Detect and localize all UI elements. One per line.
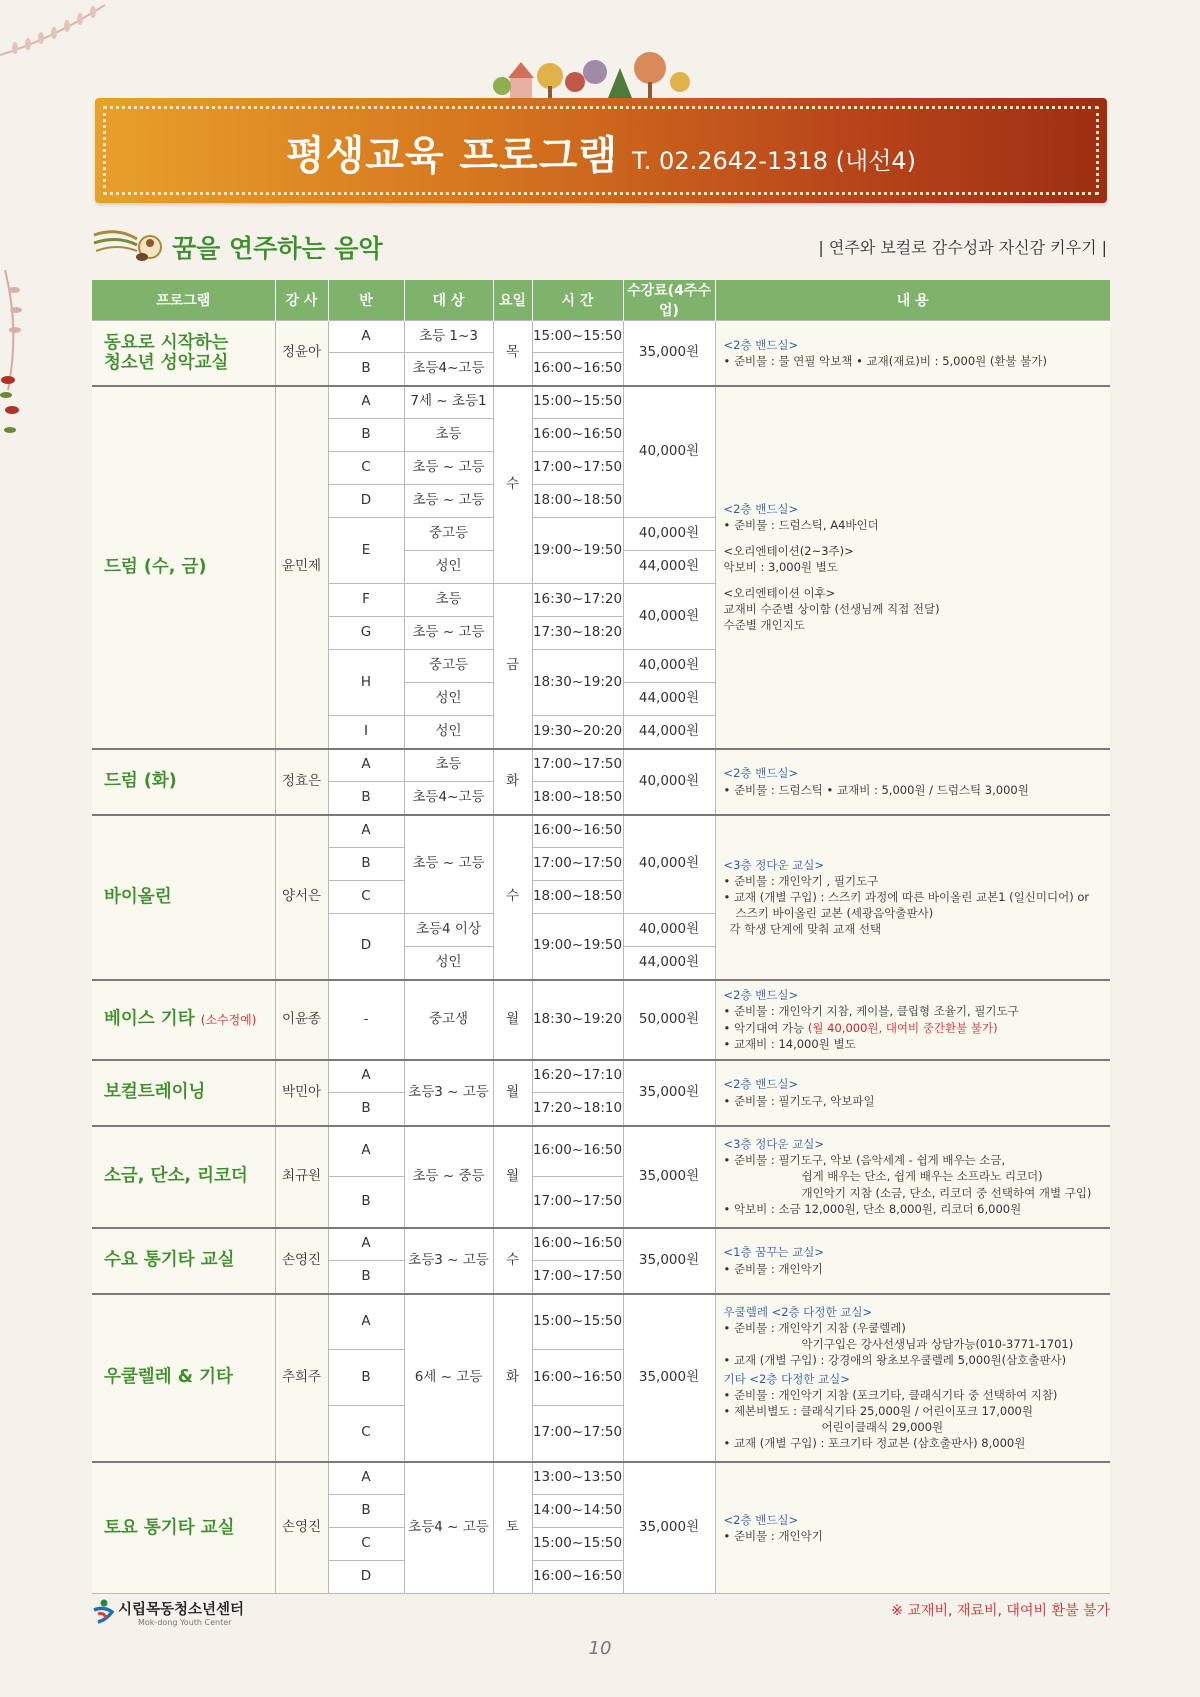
trees-illustration: [490, 48, 710, 104]
refund-note: ※ 교재비, 재료비, 대여비 환불 불가: [891, 1603, 1110, 1619]
fee-cell: 35,000원: [623, 1228, 715, 1294]
content-line: 악보비 : 3,000원 별도: [723, 559, 838, 574]
day-cell: 월: [493, 980, 532, 1060]
class-cell: B: [328, 353, 404, 386]
target-cell: 초등 ~ 고등: [404, 452, 493, 485]
table-row: [92, 1294, 1110, 1350]
fee-cell: 40,000원: [623, 650, 715, 683]
content-cell: [715, 1462, 1110, 1594]
fee-cell: 40,000원: [623, 386, 715, 518]
class-cell: A: [328, 815, 404, 848]
class-cell: E: [328, 518, 404, 584]
room-label: 우쿨렐레 <2층 다정한 교실>: [723, 1304, 873, 1319]
day-cell: 월: [493, 1060, 532, 1126]
program-name-line2: 청소년 성악교실: [104, 352, 229, 373]
class-cell: A: [328, 1126, 404, 1177]
fee-cell: 44,000원: [623, 683, 715, 716]
header-teacher: 강 사: [275, 280, 328, 321]
header-class: 반: [328, 280, 404, 321]
fee-cell: 40,000원: [623, 584, 715, 650]
time-cell: 15:00~15:50: [532, 321, 623, 353]
time-cell: 17:00~17:50: [532, 1177, 623, 1228]
banner-main-title: 평생교육 프로그램: [285, 133, 618, 179]
time-cell: 17:00~17:50: [532, 848, 623, 881]
content-line: <오리엔테이션(2~3주)>: [723, 543, 854, 558]
time-cell: 18:30~19:20: [532, 650, 623, 716]
target-cell: 중고생: [404, 980, 493, 1060]
fee-cell: 40,000원: [623, 749, 715, 815]
time-cell: 18:00~18:50: [532, 881, 623, 914]
room-label: <2층 밴드실>: [723, 1512, 799, 1527]
time-cell: 17:00~17:50: [532, 1261, 623, 1294]
teacher-cell: 손영진: [275, 1462, 328, 1594]
spacer: [724, 533, 1103, 543]
target-cell: 초등: [404, 419, 493, 452]
content-cell: [715, 749, 1110, 815]
class-cell: A: [328, 1462, 404, 1495]
content-cell: [715, 980, 1110, 1060]
page-number: 10: [588, 1638, 612, 1659]
teacher-cell: 이윤종: [275, 980, 328, 1060]
room-label: <2층 밴드실>: [723, 501, 799, 516]
leaf-branch-decoration: [0, 0, 110, 80]
room-label: 기타 <2층 다정한 교실>: [723, 1371, 850, 1386]
time-cell: 13:00~13:50: [532, 1462, 623, 1495]
teacher-cell: 박민아: [275, 1060, 328, 1126]
section-subtitle: | 연주와 보컬로 감수성과 자신감 키우기 |: [818, 238, 1107, 257]
center-logo-icon: [92, 1598, 116, 1624]
time-cell: 19:30~20:20: [532, 716, 623, 749]
teacher-cell: 정효은: [275, 749, 328, 815]
program-name-text: 베이스 기타: [104, 1009, 195, 1030]
room-label: <1층 꿈꾸는 교실>: [723, 1245, 825, 1260]
table-row: [92, 980, 1110, 1060]
class-cell: G: [328, 617, 404, 650]
room-label: <2층 밴드실>: [723, 988, 799, 1003]
program-name: 드럼 (화): [92, 749, 275, 815]
content-line: [724, 1020, 1103, 1036]
time-cell: 15:00~15:50: [532, 1528, 623, 1561]
content-line: 악기구입은 강사선생님과 상담가능(010-3771-1701): [801, 1336, 1074, 1351]
fee-cell: 40,000원: [623, 914, 715, 947]
content-line: • 준비물 : 개인악기 지참, 케이블, 클립형 조율기, 필기도구: [723, 1004, 1019, 1019]
target-cell: 6세 ~ 고등: [404, 1294, 493, 1462]
content-line: 교재비 수준별 상이함 (선생님께 직접 전달): [723, 602, 940, 617]
content-line: • 교재 (개별 구입) : 스즈키 과정에 따른 바이올린 교본1 (일신미디어) or: [723, 889, 1090, 904]
header-content: 내 용: [715, 280, 1110, 321]
content-line: 각 학생 단계에 맞춰 교재 선택: [729, 922, 882, 937]
teacher-cell: 윤민제: [275, 386, 328, 749]
time-cell: 16:00~16:50: [532, 353, 623, 386]
class-cell: B: [328, 848, 404, 881]
target-cell: 초등4 ~ 고등: [404, 1462, 493, 1594]
fee-cell: 40,000원: [623, 518, 715, 551]
table-row: [92, 815, 1110, 848]
class-cell: B: [328, 1093, 404, 1126]
target-cell: 중고등: [404, 518, 493, 551]
content-line: • 준비물 : 드럼스틱, A4바인더: [723, 517, 879, 532]
program-name: 수요 통기타 교실: [92, 1228, 275, 1294]
header-time: 시 간: [532, 280, 623, 321]
time-cell: 16:30~17:20: [532, 584, 623, 617]
day-cell: 화: [493, 1294, 532, 1462]
program-name: 우쿨렐레 & 기타: [92, 1294, 275, 1462]
class-cell: A: [328, 749, 404, 782]
time-cell: 17:30~18:20: [532, 617, 623, 650]
teacher-cell: 최규원: [275, 1126, 328, 1228]
content-line: • 준비물 : 개인악기: [723, 1261, 823, 1276]
time-cell: 17:20~18:10: [532, 1093, 623, 1126]
target-cell: 성인: [404, 551, 493, 584]
content-line: • 준비물 : 개인악기 지참 (우쿨렐레): [723, 1320, 906, 1335]
center-name-en: Mok-dong Youth Center: [138, 1618, 232, 1627]
class-cell: B: [328, 1261, 404, 1294]
content-cell: [715, 321, 1110, 386]
day-cell: 수: [493, 1228, 532, 1294]
teacher-cell: 추희주: [275, 1294, 328, 1462]
header-fee: 수강료(4주수업): [623, 280, 715, 321]
time-cell: 16:00~16:50: [532, 419, 623, 452]
title-banner: [95, 98, 1107, 203]
header-target: 대 상: [404, 280, 493, 321]
day-cell: 수: [493, 815, 532, 980]
table-row: [92, 749, 1110, 782]
target-cell: 초등4~고등: [404, 782, 493, 815]
fee-cell: 35,000원: [623, 1060, 715, 1126]
target-cell: 성인: [404, 683, 493, 716]
target-cell: 초등3 ~ 고등: [404, 1060, 493, 1126]
class-cell: F: [328, 584, 404, 617]
program-name: [92, 321, 275, 386]
fee-cell: 35,000원: [623, 1126, 715, 1228]
day-cell: 수: [493, 386, 532, 584]
target-cell: 초등4 이상: [404, 914, 493, 947]
music-fairy-icon: [92, 225, 167, 265]
target-cell: 성인: [404, 716, 493, 749]
class-cell: B: [328, 1177, 404, 1228]
room-label: <2층 밴드실>: [723, 337, 799, 352]
time-cell: 16:00~16:50: [532, 1228, 623, 1261]
room-label: <3층 정다운 교실>: [723, 857, 825, 872]
target-cell: 성인: [404, 947, 493, 980]
time-cell: 16:00~16:50: [532, 1561, 623, 1594]
class-cell: C: [328, 1406, 404, 1462]
class-cell: A: [328, 386, 404, 419]
content-line: • 악보비 : 소금 12,000원, 단소 8,000원, 리코더 6,000원: [723, 1201, 1022, 1216]
target-cell: 초등 ~ 중등: [404, 1126, 493, 1228]
day-cell: 목: [493, 321, 532, 386]
banner-phone: T. 02.2642-1318 (내선4): [631, 147, 917, 175]
target-cell: 초등3 ~ 고등: [404, 1228, 493, 1294]
time-cell: 18:00~18:50: [532, 782, 623, 815]
time-cell: 17:00~17:50: [532, 1406, 623, 1462]
time-cell: 19:00~19:50: [532, 914, 623, 980]
content-line: <오리엔테이션 이후>: [723, 586, 836, 601]
program-name: [92, 980, 275, 1060]
class-cell: D: [328, 914, 404, 980]
program-name-line1: 동요로 시작하는: [104, 332, 229, 353]
program-name-tag: (소수정예): [200, 1013, 257, 1028]
content-line: 개인악기 지참 (소금, 단소, 리코더 중 선택하여 개별 구입): [801, 1185, 1092, 1200]
section-header: [92, 225, 1107, 265]
side-leaf-decoration: [0, 270, 40, 450]
content-cell: [715, 1126, 1110, 1228]
content-text: • 악기대여 가능: [723, 1020, 808, 1035]
teacher-cell: 정윤아: [275, 321, 328, 386]
table-row: [92, 1060, 1110, 1093]
content-line: 수준별 개인지도: [723, 618, 805, 633]
time-cell: 16:20~17:10: [532, 1060, 623, 1093]
header-program: 프로그램: [92, 280, 275, 321]
program-name: 보컬트레이닝: [92, 1060, 275, 1126]
content-line: • 교재비 : 14,000원 별도: [723, 1036, 856, 1051]
day-cell: 월: [493, 1126, 532, 1228]
content-line: 쉽게 배우는 단소, 쉽게 배우는 소프라노 리코더): [801, 1169, 1043, 1184]
day-cell: 토: [493, 1462, 532, 1594]
target-cell: 초등 ~ 고등: [404, 815, 493, 914]
class-cell: D: [328, 1561, 404, 1594]
content-cell: [715, 386, 1110, 749]
content-line: • 준비물 : 필기도구, 악보파일: [723, 1093, 875, 1108]
day-cell: 화: [493, 749, 532, 815]
fee-cell: 35,000원: [623, 1462, 715, 1594]
target-cell: 초등: [404, 749, 493, 782]
day-cell: 금: [493, 584, 532, 749]
time-cell: 14:00~14:50: [532, 1495, 623, 1528]
fee-cell: 44,000원: [623, 716, 715, 749]
program-table: [92, 280, 1110, 1594]
fee-cell: 40,000원: [623, 815, 715, 914]
teacher-cell: 양서은: [275, 815, 328, 980]
table-row: [92, 1228, 1110, 1261]
room-label: <2층 밴드실>: [723, 766, 799, 781]
content-cell: [715, 1060, 1110, 1126]
class-cell: C: [328, 1528, 404, 1561]
program-name: 드럼 (수, 금): [92, 386, 275, 749]
content-line: • 준비물 : 드럼스틱 • 교재비 : 5,000원 / 드럼스틱 3,000원: [723, 782, 1029, 797]
center-name: 시립목동청소년센터: [118, 1602, 245, 1618]
fee-cell: 44,000원: [623, 947, 715, 980]
time-cell: 17:00~17:50: [532, 452, 623, 485]
content-line: • 준비물 : 물 연필 악보책 • 교재(재료)비 : 5,000원 (환불 불가): [723, 353, 1047, 368]
fee-cell: 35,000원: [623, 1294, 715, 1462]
content-cell: [715, 1228, 1110, 1294]
time-cell: 16:00~16:50: [532, 1126, 623, 1177]
program-name: 토요 통기타 교실: [92, 1462, 275, 1594]
table-row: [92, 1462, 1110, 1495]
class-cell: B: [328, 419, 404, 452]
content-line: • 준비물 : 개인악기: [723, 1528, 823, 1543]
content-line: • 교재 (개별 구입) : 강경애의 왕초보우쿨렐레 5,000원(삼호출판사): [723, 1352, 1067, 1367]
fee-cell: 44,000원: [623, 551, 715, 584]
time-cell: 19:00~19:50: [532, 518, 623, 584]
target-cell: 초등: [404, 584, 493, 617]
rental-fee-note: (월 40,000원, 대여비 중간환불 불가): [807, 1020, 998, 1035]
program-name: 바이올린: [92, 815, 275, 980]
section-title: 꿈을 연주하는 음악: [172, 234, 383, 263]
target-cell: 초등4~고등: [404, 353, 493, 386]
header-day: 요일: [493, 280, 532, 321]
content-line: • 준비물 : 필기도구, 악보 (음악세계 - 쉽게 배우는 소금,: [723, 1153, 1006, 1168]
class-cell: D: [328, 485, 404, 518]
class-cell: I: [328, 716, 404, 749]
spacer: [724, 575, 1103, 585]
target-cell: 중고등: [404, 650, 493, 683]
target-cell: 초등 1~3: [404, 321, 493, 353]
class-cell: C: [328, 881, 404, 914]
target-cell: 초등 ~ 고등: [404, 485, 493, 518]
class-cell: A: [328, 1060, 404, 1093]
room-label: <2층 밴드실>: [723, 1077, 799, 1092]
table-row: [92, 321, 1110, 353]
time-cell: 17:00~17:50: [532, 749, 623, 782]
banner-title: [95, 124, 1107, 181]
class-cell: A: [328, 1294, 404, 1350]
class-cell: H: [328, 650, 404, 716]
content-line: • 준비물 : 개인악기 지참 (포크기타, 클래식기타 중 선택하여 지참): [723, 1388, 1058, 1403]
content-cell: [715, 1294, 1110, 1462]
target-cell: 초등 ~ 고등: [404, 617, 493, 650]
fee-cell: 35,000원: [623, 321, 715, 386]
class-cell: B: [328, 782, 404, 815]
content-line: • 교재 (개별 구입) : 포크기타 정교본 (삼호출판사) 8,000원: [723, 1436, 1026, 1451]
fee-cell: 50,000원: [623, 980, 715, 1060]
time-cell: 15:00~15:50: [532, 386, 623, 419]
class-cell: -: [328, 980, 404, 1060]
class-cell: A: [328, 1228, 404, 1261]
time-cell: 16:00~16:50: [532, 815, 623, 848]
content-line: 어린이클래식 29,000원: [821, 1420, 944, 1435]
time-cell: 18:00~18:50: [532, 485, 623, 518]
program-name: 소금, 단소, 리코더: [92, 1126, 275, 1228]
content-line: • 준비물 : 개인악기 , 필기도구: [723, 873, 879, 888]
content-line: • 제본비별도 : 클래식기타 25,000원 / 어린이포크 17,000원: [723, 1404, 1033, 1419]
class-cell: B: [328, 1350, 404, 1406]
content-cell: [715, 815, 1110, 980]
time-cell: 16:00~16:50: [532, 1350, 623, 1406]
content-line: 스즈키 바이올린 교본 (세광음악출판사): [735, 906, 934, 921]
teacher-cell: 손영진: [275, 1228, 328, 1294]
class-cell: B: [328, 1495, 404, 1528]
table-header-row: [92, 280, 1110, 321]
target-cell: 7세 ~ 초등1: [404, 386, 493, 419]
time-cell: 15:00~15:50: [532, 1294, 623, 1350]
class-cell: A: [328, 321, 404, 353]
class-cell: C: [328, 452, 404, 485]
table-row: [92, 1126, 1110, 1177]
table-row: [92, 386, 1110, 419]
time-cell: 18:30~19:20: [532, 980, 623, 1060]
room-label: <3층 정다운 교실>: [723, 1137, 825, 1152]
